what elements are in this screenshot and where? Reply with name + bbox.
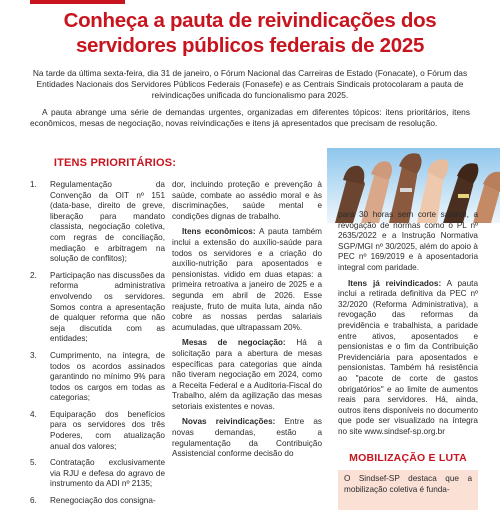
list-item xyxy=(30,271,165,345)
priority-items-column xyxy=(30,180,165,513)
list-item-number: 6. xyxy=(30,496,37,506)
negotiation-tables-text: Há a solicitação para a abertura de mesas específicas para categorias que ainda não tiveram negociação em 2024, como a Receita Federal e a Auditoria-Fiscal do Trabalho, além da agilização das mesas setoriais existentes e novas. xyxy=(172,338,322,411)
list-item-number: 5. xyxy=(30,458,37,468)
economic-items-text: A pauta também inclui a extensão do auxílio-saúde para todos os servidores e a criação do auxílio-nutrição para aposentados e pensionistas. vidido em duas etapas: a primeira retroativa a janeiro de 2025 e a segunda em abril de 2026. Esse reajuste, fruto de muita luta, ainda não cobre as nossas perdas salariais acumuladas, que ultrapassam 20%. xyxy=(172,227,322,332)
negotiation-tables-label: Mesas de negociação: xyxy=(182,338,286,348)
mobilization-title: MOBILIZAÇÃO E LUTA xyxy=(349,452,467,464)
list-item-text: Contratação exclusivamente via RJU e defesa do agravo de instrumento da ADI nº 2135; xyxy=(50,458,165,489)
article-lead xyxy=(30,68,470,134)
right-column xyxy=(338,210,478,442)
list-item-text: Equiparação dos benefícios para os servidores dos três Poderes, com atualização anual dos valores; xyxy=(50,409,165,451)
new-demands-paragraph xyxy=(172,417,322,459)
list-item-number: 3. xyxy=(30,350,37,360)
list-item xyxy=(30,410,165,452)
list-item-number: 2. xyxy=(30,270,37,280)
mobilization-text: O Sindsef-SP destaca que a mobilização coletiva é funda- xyxy=(344,474,472,494)
economic-items-paragraph xyxy=(172,227,322,333)
list-item-text: Regulamentação da Convenção da OIT nº 151 (data-base, direito de greve, liberação para mandato classista, negociação coletiva, com regras de conciliação, mediação e arbitragem na solução de conflitos); xyxy=(50,180,165,264)
list-item-text: Participação nas discussões da reforma administrativa envolvendo os servidores. Somos contra a apresentação de qualquer reforma que não seja discutida com as entidades; xyxy=(50,270,165,344)
list-item-text: Renegociação dos consigna- xyxy=(50,496,156,506)
priority-items-title: ITENS PRIORITÁRIOS: xyxy=(53,157,177,169)
article-headline xyxy=(0,8,500,58)
new-demands-label: Novas reivindicações: xyxy=(182,417,276,427)
list-item-number: 1. xyxy=(30,180,37,189)
list-item xyxy=(30,458,165,490)
section-tab-accent xyxy=(30,0,125,4)
presented-items-label: Itens já reivindicados: xyxy=(348,278,442,288)
list-item xyxy=(30,180,165,265)
continued-paragraph: dor, incluindo proteção e prevenção à saúde, combate ao assédio moral e às discriminações, saúde mental e condições dignas de trabalho. xyxy=(172,180,322,221)
mobilization-box xyxy=(338,470,478,510)
economic-items-label: Itens econômicos: xyxy=(182,227,256,237)
headline-line-1: Conheça a pauta de reivindicações dos xyxy=(63,9,437,32)
negotiation-tables-paragraph xyxy=(172,338,322,412)
lead-paragraph-2: A pauta abrange uma série de demandas urgentes, organizadas em diferentes tópicos: itens prioritários, itens econômicos, mesas de negociação, novas reivindicações e itens já apresentados que precisam de resolução. xyxy=(30,106,470,128)
new-demands-text: Entre as novas demandas, estão a regulamentação da Contribuição Assistencial conforme decisão do xyxy=(172,417,322,459)
priority-items-list xyxy=(30,180,165,507)
presented-items-paragraph xyxy=(338,279,478,438)
presented-items-text: A pauta inclui a retirada definitiva da PEC nº 32/2020 (Reforma Administrativa), a revogação das reformas da previdência e trabalhista, a paridade entre ativos, aposentados e pensionistas e o fim da Contribuição Previdenciária para aposentados e pensionistas. Também há resistência ao "pacote de corte de gastos obrigatórios" e ao limite de aumentos reais para servidores. Há, ainda, outros itens disponíveis no documento que pode ser visualizado na íntegra no site www.sindsef-sp.org.br xyxy=(338,278,478,436)
continued-paragraph: para 30 horas sem corte salarial, a revogação de normas como o PL nº 2635/2022 e a Instrução Normativa SGP/MGI nº 30/2025, além do apoio à PEC nº 169/2019 e à aposentadoria integral com paridade. xyxy=(338,210,478,272)
headline-line-2: servidores públicos federais de 2025 xyxy=(75,34,425,57)
list-item xyxy=(30,496,165,507)
list-item-text: Cumprimento, na íntegra, de todos os acordos assinados garantindo no mínimo 9% para todos os cargos em todas as categorias; xyxy=(50,350,165,403)
list-item xyxy=(30,351,165,404)
list-item-number: 4. xyxy=(30,409,37,419)
lead-paragraph-1: Na tarde da última sexta-feira, dia 31 de janeiro, o Fórum Nacional das Carreiras de Estado (Fonacate), o Fórum das Entidades Nacionais dos Servidores Públicos Federais (Fonasefe) e as Centrais Sindicais protocolaram a pauta de reivindicações unificada do funcionalismo para 2025. xyxy=(32,68,468,101)
middle-column xyxy=(172,180,322,465)
